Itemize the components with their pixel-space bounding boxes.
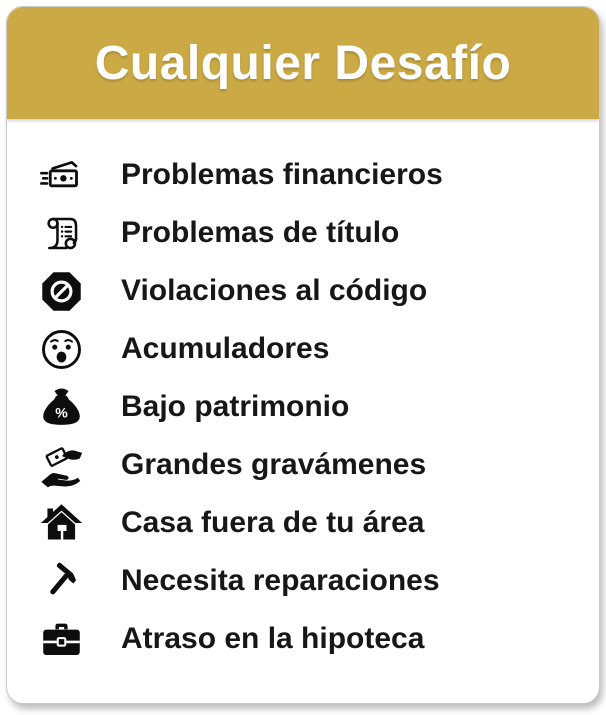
no-entry-icon	[29, 269, 93, 314]
list-item	[7, 320, 599, 378]
list-item	[7, 436, 599, 494]
list-item-label: Atraso en la hipoteca	[121, 622, 425, 655]
list-item-label: Casa fuera de tu área	[121, 506, 425, 539]
house-icon	[29, 501, 93, 546]
svg-text:%: %	[54, 403, 68, 420]
list-item	[7, 552, 599, 610]
page-title: Cualquier Desafío	[94, 36, 512, 90]
list-item-label: Bajo patrimonio	[121, 390, 350, 423]
money-bag-percent-icon	[29, 385, 93, 430]
list-item-label: Violaciones al código	[121, 274, 428, 307]
challenge-list	[7, 119, 599, 668]
astonished-face-icon	[29, 327, 93, 372]
hammer-icon	[29, 559, 93, 604]
list-item	[7, 204, 599, 262]
scroll-icon	[29, 211, 93, 256]
list-item	[7, 610, 599, 668]
cash-fast-icon	[29, 153, 93, 198]
list-item	[7, 262, 599, 320]
list-item	[7, 378, 599, 436]
card-header	[7, 7, 599, 119]
list-item-label: Problemas financieros	[121, 158, 443, 191]
hand-receiving-money-icon	[29, 443, 93, 488]
list-item	[7, 494, 599, 552]
list-item-label: Acumuladores	[121, 332, 330, 365]
list-item	[7, 146, 599, 204]
list-item-label: Problemas de título	[121, 216, 400, 249]
list-item-label: Grandes gravámenes	[121, 448, 427, 481]
list-item-label: Necesita reparaciones	[121, 564, 440, 597]
challenge-card	[6, 6, 600, 704]
briefcase-icon	[29, 617, 93, 662]
